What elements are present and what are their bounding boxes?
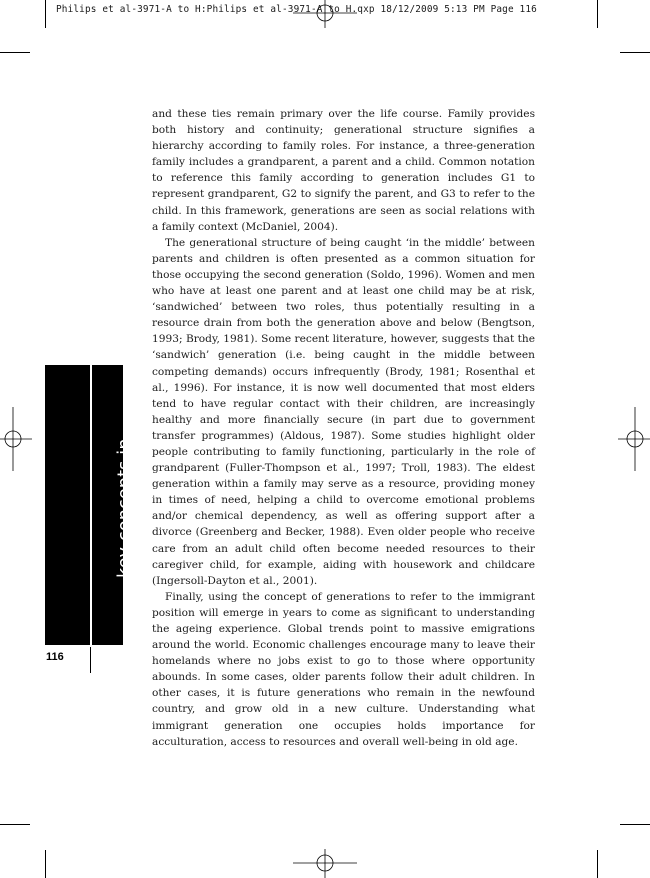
body-text: [152, 106, 535, 750]
registration-mark-top-icon: [293, 0, 357, 32]
registration-mark-left-icon: [0, 407, 32, 471]
crop-mark-bottom-right-vertical: [597, 850, 598, 878]
sidebar-title-line-1: key concepts in: [115, 438, 135, 578]
print-slug-line: Philips et al-3971-A to H:Philips et al-3971-A to H.qxp 18/12/2009 5:13 PM Page 116: [56, 4, 537, 15]
paragraph-3: Finally, using the concept of generations to refer to the immigrant position will emerge in years to come as significant to understanding the ageing experience. Global trends point to massive emigrations around the world. Economic challenges encourage many to leave their homelands where no jobs exist to go to those where opportunity abounds. In some cases, older parents follow their adult children. In other cases, it is future generations who remain in the newfound country, and grow old in a new culture. Understanding what immigrant generation one occupies holds importance for acculturation, access to resources and overall well-being in old age.: [152, 590, 535, 748]
sidebar-title-line-2: social gerontology: [141, 413, 161, 578]
crop-mark-top-left-vertical: [45, 0, 46, 28]
paragraph-1: and these ties remain primary over the life course. Family provides both history and continuity; generational structure signifies a hierarchy according to family roles. For instance, a three-generation family includes a grandparent, a parent and a child. Common notation to reference this family according to generation includes G1 to represent grandparent, G2 to signify the parent, and G3 to refer to the child. In this framework, generations are seen as social relations with a family context (McDaniel, 2004).: [152, 108, 535, 233]
crop-mark-bottom-right-horizontal: [620, 824, 650, 825]
crop-mark-top-right-horizontal: [620, 52, 650, 53]
page-number-rule: [90, 647, 91, 673]
crop-mark-bottom-left-vertical: [45, 850, 46, 878]
registration-mark-right-icon: [618, 407, 650, 471]
crop-mark-top-left-horizontal: [0, 52, 30, 53]
crop-mark-top-right-vertical: [597, 0, 598, 28]
paragraph-2: The generational structure of being caught ‘in the middle’ between parents and children is often presented as a common situation for those occupying the second generation (Soldo, 1996). Women and men who have at least one parent and at least one child may be at risk, ‘sandwiched’ between two roles, thus potentially resulting in a resource drain from both the generation above and below (Bengtson, 1993; Brody, 1981). Some recent literature, however, suggests that the ‘sandwich’ generation (i.e. being caught in the middle between competing demands) occurs infrequently (Brody, 1981; Rosenthal et al., 1996). For instance, it is now well documented that most elders tend to have regular contact with their children, are increasingly healthy and more financially secure (in part due to government transfer programmes) (Aldous, 1987). Some studies highlight older people contributing to family functioning, particularly in the role of grandparent (Fuller-Thompson et al., 1997; Troll, 1983). The eldest generation within a family may serve as a resource, providing money in times of need, helping a child to overcome emotional problems and/or chemical dependency, as well as offering support after a divorce (Greenberg and Becker, 1988). Even older people who receive care from an adult child often become needed resources to their caregiver child, for example, aiding with housework and childcare (Ingersoll-Dayton et al., 2001).: [152, 236, 535, 587]
registration-mark-bottom-icon: [293, 846, 357, 878]
sidebar-book-title: [45, 365, 161, 645]
page-number: 116: [46, 651, 64, 663]
crop-mark-bottom-left-horizontal: [0, 824, 30, 825]
sidebar-divider: [90, 365, 92, 645]
